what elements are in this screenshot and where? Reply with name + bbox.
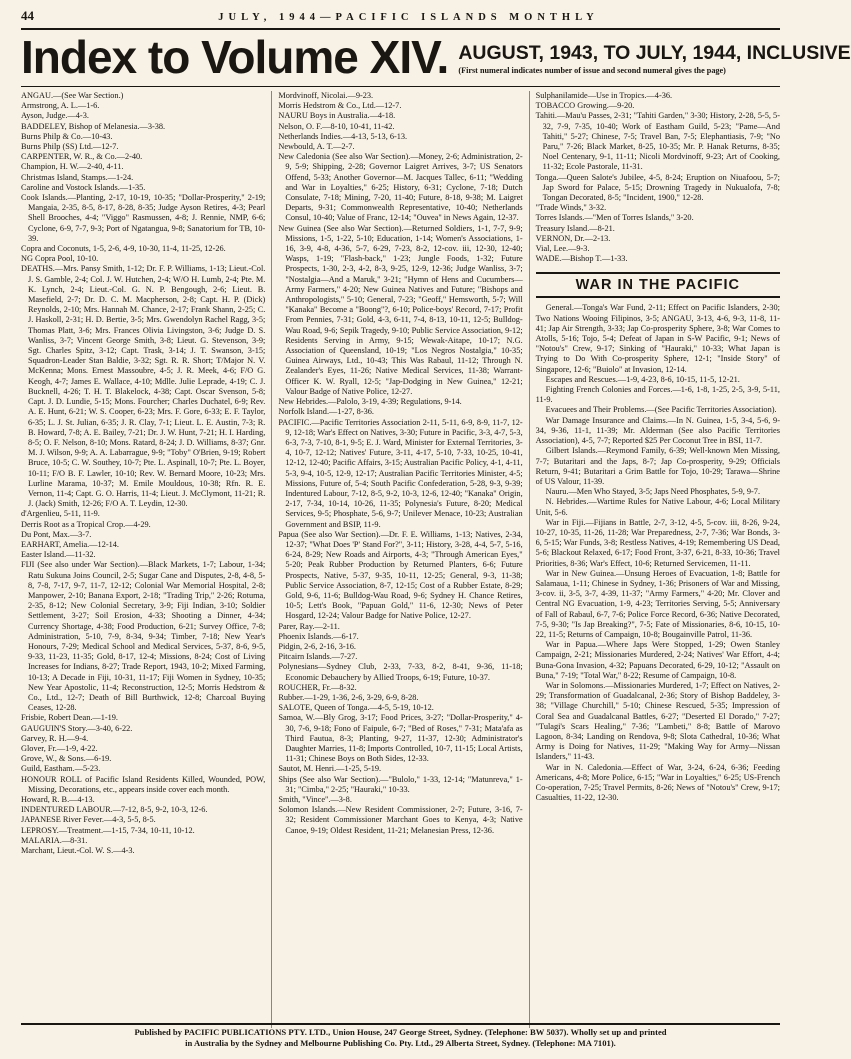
index-entry: Du Pont, Max.—3-7.	[21, 529, 92, 539]
index-entry: Garvey, R. H.—9-4.	[21, 733, 89, 743]
index-entry: New Hebrides.—Palolo, 3-19, 4-39; Regulations, 9-14.	[278, 397, 462, 407]
index-entry: Newbould, A. T.—2-7.	[278, 142, 355, 152]
war-section-entries	[536, 303, 780, 803]
index-entry: HONOUR ROLL of Pacific Island Residents Killed, Wounded, POW, Missing, Decorations, etc., appears inside cover each month.	[21, 774, 266, 794]
index-entry: Christmas Island, Stamps.—1-24.	[21, 172, 134, 182]
index-entry: Sulphanilamide—Use in Tropics.—4-36.	[535, 91, 673, 100]
index-entry: War in New Guinea.—Unsung Heroes of Evacuation, 1-8; Battle for Salamaua, 1-11; Chinese in Sydney, 1-36; Prisoners of War and Missing, 3-cov. ii, 3-5, 3-7, 4-39, 11-37; "Army Farmers," 4-20; Mr. Clover and Central NG Evacuation, 1-9, 4-23; Territories Serving, 5-5; Anniversary of Fall of Rabaul, 6-7, 7-6; Police Force Record, 6-36; Native Decorated, 7-5, 9-30; "Is Jap Breaking?", 7-5; Fate of Missionaries, 8-6, 10-15, 10-22, 11-5; Returns of Campaign, 10-8; Bougainville Patrol, 11-36.	[535, 568, 780, 639]
index-column-2	[271, 91, 528, 1028]
index-entry: NAURU Boys in Australia.—4-18.	[278, 111, 396, 121]
index-entry: Tahiti.—Mau'u Passes, 2-31; "Tahiti Garden," 3-30; History, 2-28, 5-5, 5-32, 7-9, 7-35, 10-40; Work of Eastham Guild, 5-23; "Pame—And Tahiti," 5-27; Chinese, 7-5; Travel Ban, 7-5; Elephantiasis, 7-9; "No Paru," 7-26; Black Market, 8-25, 10-35; Mr. P. Hanak Returns, 8-35; Noel Centenary, 9-1, 11-11; Nicoli Mordvinoff, 9-23; Art of Cooking, 11-32; Ecole Pastorale, 11-31.	[535, 111, 780, 172]
index-entry: GAUGUIN'S Story.—3-40, 6-22.	[21, 723, 133, 733]
index-entry: Morris Hedstrom & Co., Ltd.—12-7.	[278, 101, 402, 111]
title-detail	[458, 42, 850, 83]
index-entry: TOBACCO Growing.—9-20.	[535, 101, 635, 111]
index-entry: DEATHS.—Mrs. Pansy Smith, 1-12; Dr. F. P. Williams, 1-13; Lieut.-Col. J. S. Gamble, 2-4; Col. J. W. Hutchen, 2-4; W/O H. Lumb, 2-4; Pte. M. K. Lynch, 2-4; Lieut.-Col. G. N. P. Bengough, 2-6; Lieut. B. Masefield, 2-7; Dr. D. C. M. Macpherson, 2-8; Capt. H. P. (Dick) Reynolds, 2-10; Mrs. Hannah M. Chance, 2-17; Frank Shann, 2-25; C. J. Haskoll, 2-31; H. D. Bertie, 3-5; Mrs. Gwendolyn Rachel Ragg, 3-5; Thomas Platt, 3-6; Mrs. Frances Olivia Livingston, 3-6; Judge D. S. Wanliss, 3-7; Vincent George Smith, 3-8; Lieut. G. Stevenson, 3-9; Sgt. Charles Spitz, 3-12; Capt. Trask, 3-14; J. T. Swanson, 3-15; Squadron-Leader Stan Baldie, 3-32; Sgt. R. R. Short; T/Major N. V. McKenna; Mons. Ernest Massoubre, 4-5; J. R. Meek, 4-6; F/O G. Keogh, 4-7; James E. Wallace, 4-10; Mdlle. Julie Leprade, 4-19; C. J. Bucknell, 4-26; T. H. T. Blakelock, 4-38; Capt. Oscar Svenson, 5-8; Capt. J. D. Lundie, 5-15; Mons. Fourcher; Charles Duchatel, 6-9; Rev. A. E. Hunt, 6-21; W. S. Cooper, 6-23; Mrs. F. Gore, 6-33; E. F. Taylor, 6-35; L. J. St. Julian, 6-35; J. R. Clay, 7-1; Lieut. L. E. Austin, 7-3; R. B. Howard, 7-8; A. E. Bailey, 7-21; Dr. J. W. Hunt, 7-21; H. I. Harding, 8-5; O. F. Nelson, 8-10; Mons. Ratard, 8-24; J. D. Williams, 8-37; Gnr. M. J. Wilson, 9-9; A. A. Labarrague, 9-9; "Toby" O'Brien, 9-19; Robert Bruce, 10-5; C. W. Southey, 10-7; Pte. L. Aspinall, 10-7; Pte. L. Boyer, 10-11; F/O B. F. Lawler, 10-10; Rev. W. Bernard Moore, 10-23; Mrs. Lurline Marama, 10-37; M. Emile Mouldous, 10-38; Rfn. R. E. Vernon, 11-4; Capt. G. O. Harris, 11-4; Lieut. J. McClymont, 11-21; R. J. (Jack) Smith, 12-26; F/O A. T. Leydin, 12-30.	[21, 264, 266, 509]
index-entry: Grove, W., & Sons.—6-19.	[21, 754, 112, 764]
index-entry: Ships (See also War Section).—"Bulolo," 1-33, 12-14; "Matunreva," 1-31; "Cimba," 2-25; "Hauraki," 10-33.	[278, 774, 523, 794]
index-entry: War in Fiji.—Fijians in Battle, 2-7, 3-12, 4-5, 5-cov. iii, 8-26, 9-24, 10-27, 10-35, 11-26, 11-28; War Preparedness, 2-7, 7-36; War Bonds, 3-6, 5-15; War Funds, 3-8; Restless Natives, 4-19; Remembering US Dead, 5-6; Blackout Relaxed, 6-17; Food Front, 3-37, 6-21, 8-33, 10-36; Travel Priorities, 8-36; War's Effect, 10-6; Returned Servicemen, 11-11.	[535, 517, 780, 568]
index-entry: Tonga.—Queen Salote's Jubilee, 4-5, 8-24; Eruption on Niuafoou, 5-7; Jap Sword for Palace, 5-15; Drowning Tragedy in Nukualofa, 7-8; Tongan Decorated, 8-5; "Incident, 1900," 12-28.	[535, 172, 780, 203]
index-entry: War Damage Insurance and Claims.—In N. Guinea, 1-5, 3-4, 5-6, 9-34, 9-36, 11-1, 11-39; Mr. Alderman (See also Pacific Territories Association), 4-5, 7-7; Reported $25 Per Coconut Tree in BSI, 11-7.	[535, 415, 780, 446]
index-entry: War in N. Caledonia.—Effect of War, 3-24, 6-24, 6-36; Feeding Americans, 4-8; More Police, 6-15; "War in Loyalties," 6-25; US-French Co-operation, 7-25; Travel Permits, 8-26; News of "Notou's" Crew, 9-17; Casualties, 11-22, 12-30.	[535, 762, 780, 803]
title-rule	[21, 86, 780, 87]
index-entry: Frisbie, Robert Dean.—1-19.	[21, 713, 119, 723]
index-entry: PACIFIC.—Pacific Territories Association 2-11, 5-11, 6-9, 8-9, 11-7, 12-9, 12-18; War's Effect on Natives, 3-30; Future in Pacific, 3-3, 4-7, 5-3, 6-3, 7-3, 7-10, 8-1, 9-5; E. J. Ward, Minister for External Territories, 3-4, 10-7, 12-12; Natives' Future, 3-11, 4-17, 5-10, 7-33, 10-25, 10-41, 12-12, 12-40; Pacific Affairs, 3-15; Australian Pacific Policy, 4-1, 4-11, 5-3, 9-4, 10-5, 12-9, 12-17; Australian Pacific Territories Minister, 4-5; Missions, Future of, 5-4; South Pacific Confederation, 5-28, 9-3, 9-39; Indentured Labour, 7-12, 8-5, 9-2, 10-3, 12-6, 12-40; "Kanaka" Origin, 2-17, 7-34, 10-14, 10-26, 11-35; Polynesia's Future, 8-20; Medical Services, 9-5; Phosphate, 5-6, 9-7; Unilever Menace, 10-23; Australian Government and BSIP, 11-9.	[278, 417, 523, 529]
page-number: 44	[21, 8, 34, 23]
index-entry: NG Copra Pool, 10-10.	[21, 254, 99, 264]
index-entry: N. Hebrides.—Wartime Rules for Native Labour, 4-6; Local Military Unit, 5-6.	[535, 497, 780, 517]
index-entry: Nelson, O. F.—8-10, 10-41, 11-42.	[278, 121, 395, 131]
running-head	[21, 8, 780, 26]
index-entry: Armstrong, A. L.—1-6.	[21, 101, 100, 111]
index-entry: Easter Island.—11-32.	[21, 550, 96, 560]
index-entry: Parer, Ray.—2-11.	[278, 621, 340, 631]
index-entry: WADE.—Bishop T.—1-33.	[535, 254, 628, 264]
index-entry: ROUCHER, Fr.—8-32.	[278, 682, 357, 692]
index-columns	[21, 91, 780, 1028]
index-entry: Papua (See also War Section).—Dr. F. E. Williams, 1-13; Natives, 2-34, 12-37; "What Does 'P' Stand For?", 3-11; History, 3-28, 4-4, 5-7, 5-16, 6-24, 8-29; New Roads and Airports, 4-3; "Through American Eyes," 5-20; Peak Rubber Production by Returned Planters, 6-6; Future Prospects, Native, 5-37, 9-35, 10-11, 12-25; General, 9-3, 11-38; Public Service Association, 8-7, 12-15; Cost of a Rubber Estate, 8-29; Gold, 9-6, 11-6; Bulldog-Wau Road, 9-6; Sydney H. Chance Retires, 10-5; Lett's Book, "Papuan Gold," 11-6, 12-30; News of Peter Hosgard, 12-24; Valour Badge for Native Police, 12-27.	[278, 529, 523, 621]
index-column-1	[21, 91, 271, 1028]
index-entry: ANGAU.—(See War Section.)	[21, 91, 124, 100]
index-entry: Gilbert Islands.—Reymond Family, 6-39; Well-known Men Missing, 7-7; Butaritari and the Japs, 8-7; Jap Co-prosperity, 9-29; Officials Return, 9-41; Butaritari a Grim Battle for Tojo, 10-29; Tarawa—Shrine of US Valour, 11-39.	[535, 446, 780, 486]
index-entry: Torres Islands.—"Men of Torres Islands," 3-20.	[535, 213, 694, 223]
page-title: Index to Volume XIV.	[21, 31, 449, 83]
footer-line-2: in Australia by the Sydney and Melbourne Publishing Co. Pty. Ltd., 29 Alberta Street, Sydney. (Telephone: MA 7101).	[185, 1038, 616, 1048]
index-entry: Netherlands Indies.—4-13, 5-13, 6-13.	[278, 131, 408, 141]
index-entry: New Caledonia (See also War Section).—Money, 2-6; Administration, 2-9, 5-9; Shipping, 2-28; Governor Laigret Arrives, 3-7; US Senators Offend, 5-33; Another Governor—M. Jacques Tallec, 6-11; "Wedding and War in Loyalties," 6-25; History, 6-31; Cyclone, 7-18; Dutch Consulate, 7-18; Mining, 7-20, 11-40; Future, 8-18, 9-38; M. Laigret Departs, 9-31; Commonwealth Representative, 10-40; Netherlands Consul, 10-40; Value of Franc, 12-14; "Ouvea" in News Again, 12-37.	[278, 152, 523, 223]
index-entry: LEPROSY.—Treatment.—1-15, 7-34, 10-11, 10-12.	[21, 825, 195, 835]
index-entry: FIJI (See also under War Section).—Black Markets, 1-7; Labour, 1-34; Ratu Sukuna Joins Council, 2-5; Sugar Cane and Disputes, 2-8, 4-8, 5-8, 7-8, 7-17, 9-7, 11-7, 12-12; Colonial War Memorial Hospital, 2-8; Manpower, 2-10; Banana Export, 2-18; "Trading Trip," 2-26; Rotuma, 2-35, 8-12; New Colonial Secretary, 3-9; Fiji Indian, 3-10; Soldier Settlement, 3-27; Soil Erosion, 4-33; Shooting a Dinner, 4-34; Currency Shortage, 4-38; Food Production, 6-21; Survey Office, 7-8; Administration, 5-10, 7-9, 8-34, 9-34; Timber, 7-18; New Year's Honours, 7-29; Medical School and Medical Services, 5-37, 8-6, 9-5, 9-33, 11-23, 11-35; Gold, 8-17, 12-4; Missions, 8-24; Cost of Living Increases for Indians, 8-27; Trade Report, 1943, 10-2; Mixed Farming, 10-13; A Decade in Fiji, 10-31, 11-17; Fiji Women in Sydney, 10-35; New Year Apostolic, 11-4; Reconstruction, 12-5; Morris Hedstrom & Co., Ltd., 12-7; Death of Bill Burthwick, 12-8; Charcoal Buying Ceases, 12-28.	[21, 560, 266, 713]
top-rule	[21, 28, 780, 30]
footer-line-1: Published by PACIFIC PUBLICATIONS PTY. LTD., Union House, 247 George Street, Sydney. (Telephone: BW 5037). Wholly set up and printed	[134, 1027, 667, 1037]
index-entry: Mordvinoff, Nicolai.—9-23.	[278, 91, 374, 100]
index-entry: VERNON, Dr.—2-13.	[535, 233, 611, 243]
index-entry: Marchant, Lieut.-Col. W. S.—4-3.	[21, 846, 135, 856]
index-entry: INDENTURED LABOUR.—7-12, 8-5, 9-2, 10-3, 12-6.	[21, 805, 208, 815]
index-entry: Guild, Eastham.—5-23.	[21, 764, 101, 774]
index-entry: Glover, Fr.—1-9, 4-22.	[21, 744, 98, 753]
index-entry: MALARIA.—8-31.	[21, 835, 88, 845]
index-entry: CARPENTER, W. R., & Co.—2-40.	[21, 152, 143, 162]
index-entry: Treasury Island.—8-21.	[535, 223, 615, 233]
index-entry: Burns Philp (SS) Ltd.—12-7.	[21, 142, 119, 152]
index-entry: Samoa, W.—Bly Grog, 3-17; Food Prices, 3-27; "Dollar-Prosperity," 4-30, 7-6, 9-18; Fono of Faipule, 6-7; "Bed of Roses," 7-31; Mata'afa as Third Fautua, 8-3; Planting, 9-27, 11-37, 12-30; Administrator's Daughter Marries, 11-8; Imports Controlled, 10-7, 11-15; Local Artists, 11-31; Chinese Boys on Both Sides, 12-33.	[278, 713, 523, 764]
index-entry: Nauru.—Men Who Stayed, 3-5; Japs Need Phosphates, 5-9, 9-7.	[545, 487, 761, 497]
index-entry: Champion, H. W.—2-40, 4-11.	[21, 162, 124, 172]
index-entry: Polynesians—Sydney Club, 2-33, 7-33, 8-2, 8-41, 9-36, 11-18; Economic Debauchery by Allied Troops, 6-19; Future, 10-37.	[278, 662, 523, 682]
index-entry: Ayson, Judge.—4-3.	[21, 111, 89, 121]
index-entry: Solomon Islands.—New Resident Commissioner, 2-7; Future, 3-16, 7-32; Resident Commissioner Marchant Goes to Kenya, 4-3; Native Canoe, 9-19; Oldest Resident, 11-21; Melanesian Press, 12-36.	[278, 805, 523, 835]
column-3-entries	[536, 91, 780, 264]
index-entry: Rubber.—1-29, 1-36, 2-6, 3-29, 6-9, 8-28.	[278, 692, 419, 702]
index-entry: SALOTE, Queen of Tonga.—4-5, 5-19, 10-12.	[278, 703, 434, 713]
war-section-heading: WAR IN THE PACIFIC	[536, 272, 780, 298]
index-entry: BADDELEY, Bishop of Melanesia.—3-38.	[21, 121, 166, 131]
index-entry: Sautot, M. Henri.—1-25, 5-19.	[278, 764, 382, 774]
index-entry: Cook Islands.—Planting, 2-17, 10-19, 10-35; "Dollar-Prosperity," 2-19; Mangaia, 2-35, 8-5, 8-17, 8-28, 8-35; Judge Ayson Retires, 4-3; Pearl Shell Brooches, 4-4; "Viggo" Rasmussen, 4-8; J. Rennie, NMP, 6-6; Cyclone, 6-9, 7-7, 9-3; Port of Ngatangua, 9-8; Sanatorium for TB, 10-39.	[21, 193, 266, 243]
index-entry: General.—Tonga's War Fund, 2-11; Effect on Pacific Islanders, 2-30; Two Nations Wooing Filipinos, 3-5; ANGAU, 3-13, 4-6, 9-3, 11-8, 11-41; Jap Air Strength, 3-33; Jap Co-prosperity Sphere, 3-8; War Comes to Atolls, 5-16; Tojo, 5-4; Defeat of Japan in S-W Pacific, 9-1; News of "Notou's" Crew, 9-17; Sinking of "Hauraki," 10-33; What Japan is Trying to Do With Co-prosperity Sphere, 12-1; "Inside Story" of Singapore, 12-6; "Buiolo" at Invasion, 12-14.	[535, 303, 780, 374]
index-entry: Vial, Lee.—9-3.	[535, 244, 590, 254]
index-entry: War in Solomons.—Missionaries Murdered, 1-7; Effect on Natives, 2-29; Transformation of Guadalcanal, 2-36; Story of Bishop Baddeley, 3-38; "Village Churchill," 5-10; Chinese Rescued, 5-35; Impression of Coral Sea and Guadalcanal Battles, 6-27; "Deserted El Dorado," 7-27; "Tulagi's Scars Healing," 7-36; "Lambeti," 8-8; Battle of Marovo Lagoon, 8-34; Landing on Rendova, 9-8; Slota Cathedral, 10-36; What Army is Doing for Natives, 11-29; "Making Way for Army—Nissan Islanders," 11-43.	[535, 680, 780, 762]
index-column-3	[529, 91, 780, 1028]
index-entry: Fighting French Colonies and Forces.—1-6, 1-8, 1-25, 2-5, 3-9, 5-11, 11-9.	[535, 385, 780, 405]
index-entry: Howard, R. B.—4-13.	[21, 795, 95, 805]
index-entry: Pitcairn Islands.—7-27.	[278, 652, 358, 662]
index-entry: EARHART, Amelia.—12-14.	[21, 539, 119, 549]
publisher-footer	[21, 1023, 780, 1049]
index-entry: Phoenix Islands.—6-17.	[278, 631, 359, 641]
index-entry: Burns Philp & Co.—10-43.	[21, 131, 113, 141]
title-row	[21, 31, 851, 83]
index-entry: Evacuees and Their Problems.—(See Pacific Territories Association).	[545, 405, 777, 415]
index-entry: War in Papua.—Where Japs Were Stopped, 1-29; Owen Stanley Campaign, 2-21; Missionaries Murdered, 2-24; Natives' War Effort, 4-4; Buna-Gona Invasion, 4-32; Papuans Decorated, 6-29, 10-12; "Assault on Buna," 7-19; "Total War," 8-22; Resume of Campaign, 10-8.	[535, 640, 780, 680]
journal-title: JULY, 1944—PACIFIC ISLANDS MONTHLY	[218, 12, 599, 23]
index-entry: Escapes and Rescues.—1-9, 4-23, 8-6, 10-15, 11-5, 12-21.	[545, 374, 740, 384]
index-entry: d'Argenlieu, 5-11, 11-9.	[21, 509, 100, 519]
index-entry: JAPANESE River Fever.—4-3, 5-5, 8-5.	[21, 815, 156, 825]
index-entry: New Guinea (See also War Section).—Returned Soldiers, 1-1, 7-7, 9-9; Missions, 1-5, 1-22, 5-10; Education, 1-14; Women's Associations, 1-16, 3-9, 4-8, 4-36, 5-7, 6-29, 7-23, 8-2, 12-cov. iii, 12-30, 12-40; Wasps, 1-19; "Flash-back," 1-23; Jungle Foods, 1-32; Future Prospects, 1-30, 2-3, 4-2, 8-3, 9-25, 12-9, 12-36; Judge Wanliss, 3-7; "Nostalgia—And a Maruk," 3-21; "Hymn of Hens and Cucumbers—Army Farmers," 4-20; New Guinea Natives and Future; "Bishops and Anthropologists," 5-10; General, 7-23; "Geoff," Hemsworth, 5-7; Will "Kanaka" Become a "Boong"?, 6-10; Police-boys' Record, 7-17; Profit From Pennies, 7-31; Gold, 4-3, 6-11, 7-4, 8-13, 10-11, 12-5; Bulldog-Wau Road, 9-6; Sepik Tragedy, 9-10; Public Service Association, 9-12; Residents Serving in Army, 9-15; Wewak-Aitape, 10-17; N.G. Association of Queensland, 10-19; "Los Negros Nostalgia," 10-35; Guinea Airways, Ltd., 10-43; This Was Rabaul, 11-12; Through N. Zealander's Eyes, 11-26; Native Medical Services, 11-38; Warrant-Officer K. W. Ryall, 12-5; "Jap-Dodging in New Guinea," 12-21; Valour Badge of Native Police, 12-27.	[278, 223, 523, 396]
index-entry: Copra and Coconuts, 1-5, 2-6, 4-9, 10-30, 11-4, 11-25, 12-26.	[21, 244, 226, 254]
index-entry: Pidgin, 2-6, 2-16, 3-16.	[278, 641, 356, 651]
numeral-note: (First numeral indicates number of issue and second numeral gives the page)	[458, 66, 726, 75]
index-entry: Smith, "Vince".—3-8.	[278, 795, 352, 805]
index-entry: Norfolk Island.—1-27, 8-36.	[278, 407, 374, 417]
date-range: AUGUST, 1943, TO JULY, 1944, INCLUSIVE	[458, 42, 851, 64]
index-entry: Caroline and Vostock Islands.—1-35.	[21, 182, 146, 192]
index-entry: "Trade Winds," 3-32.	[535, 203, 607, 213]
index-entry: Derris Root as a Tropical Crop.—4-29.	[21, 519, 151, 529]
